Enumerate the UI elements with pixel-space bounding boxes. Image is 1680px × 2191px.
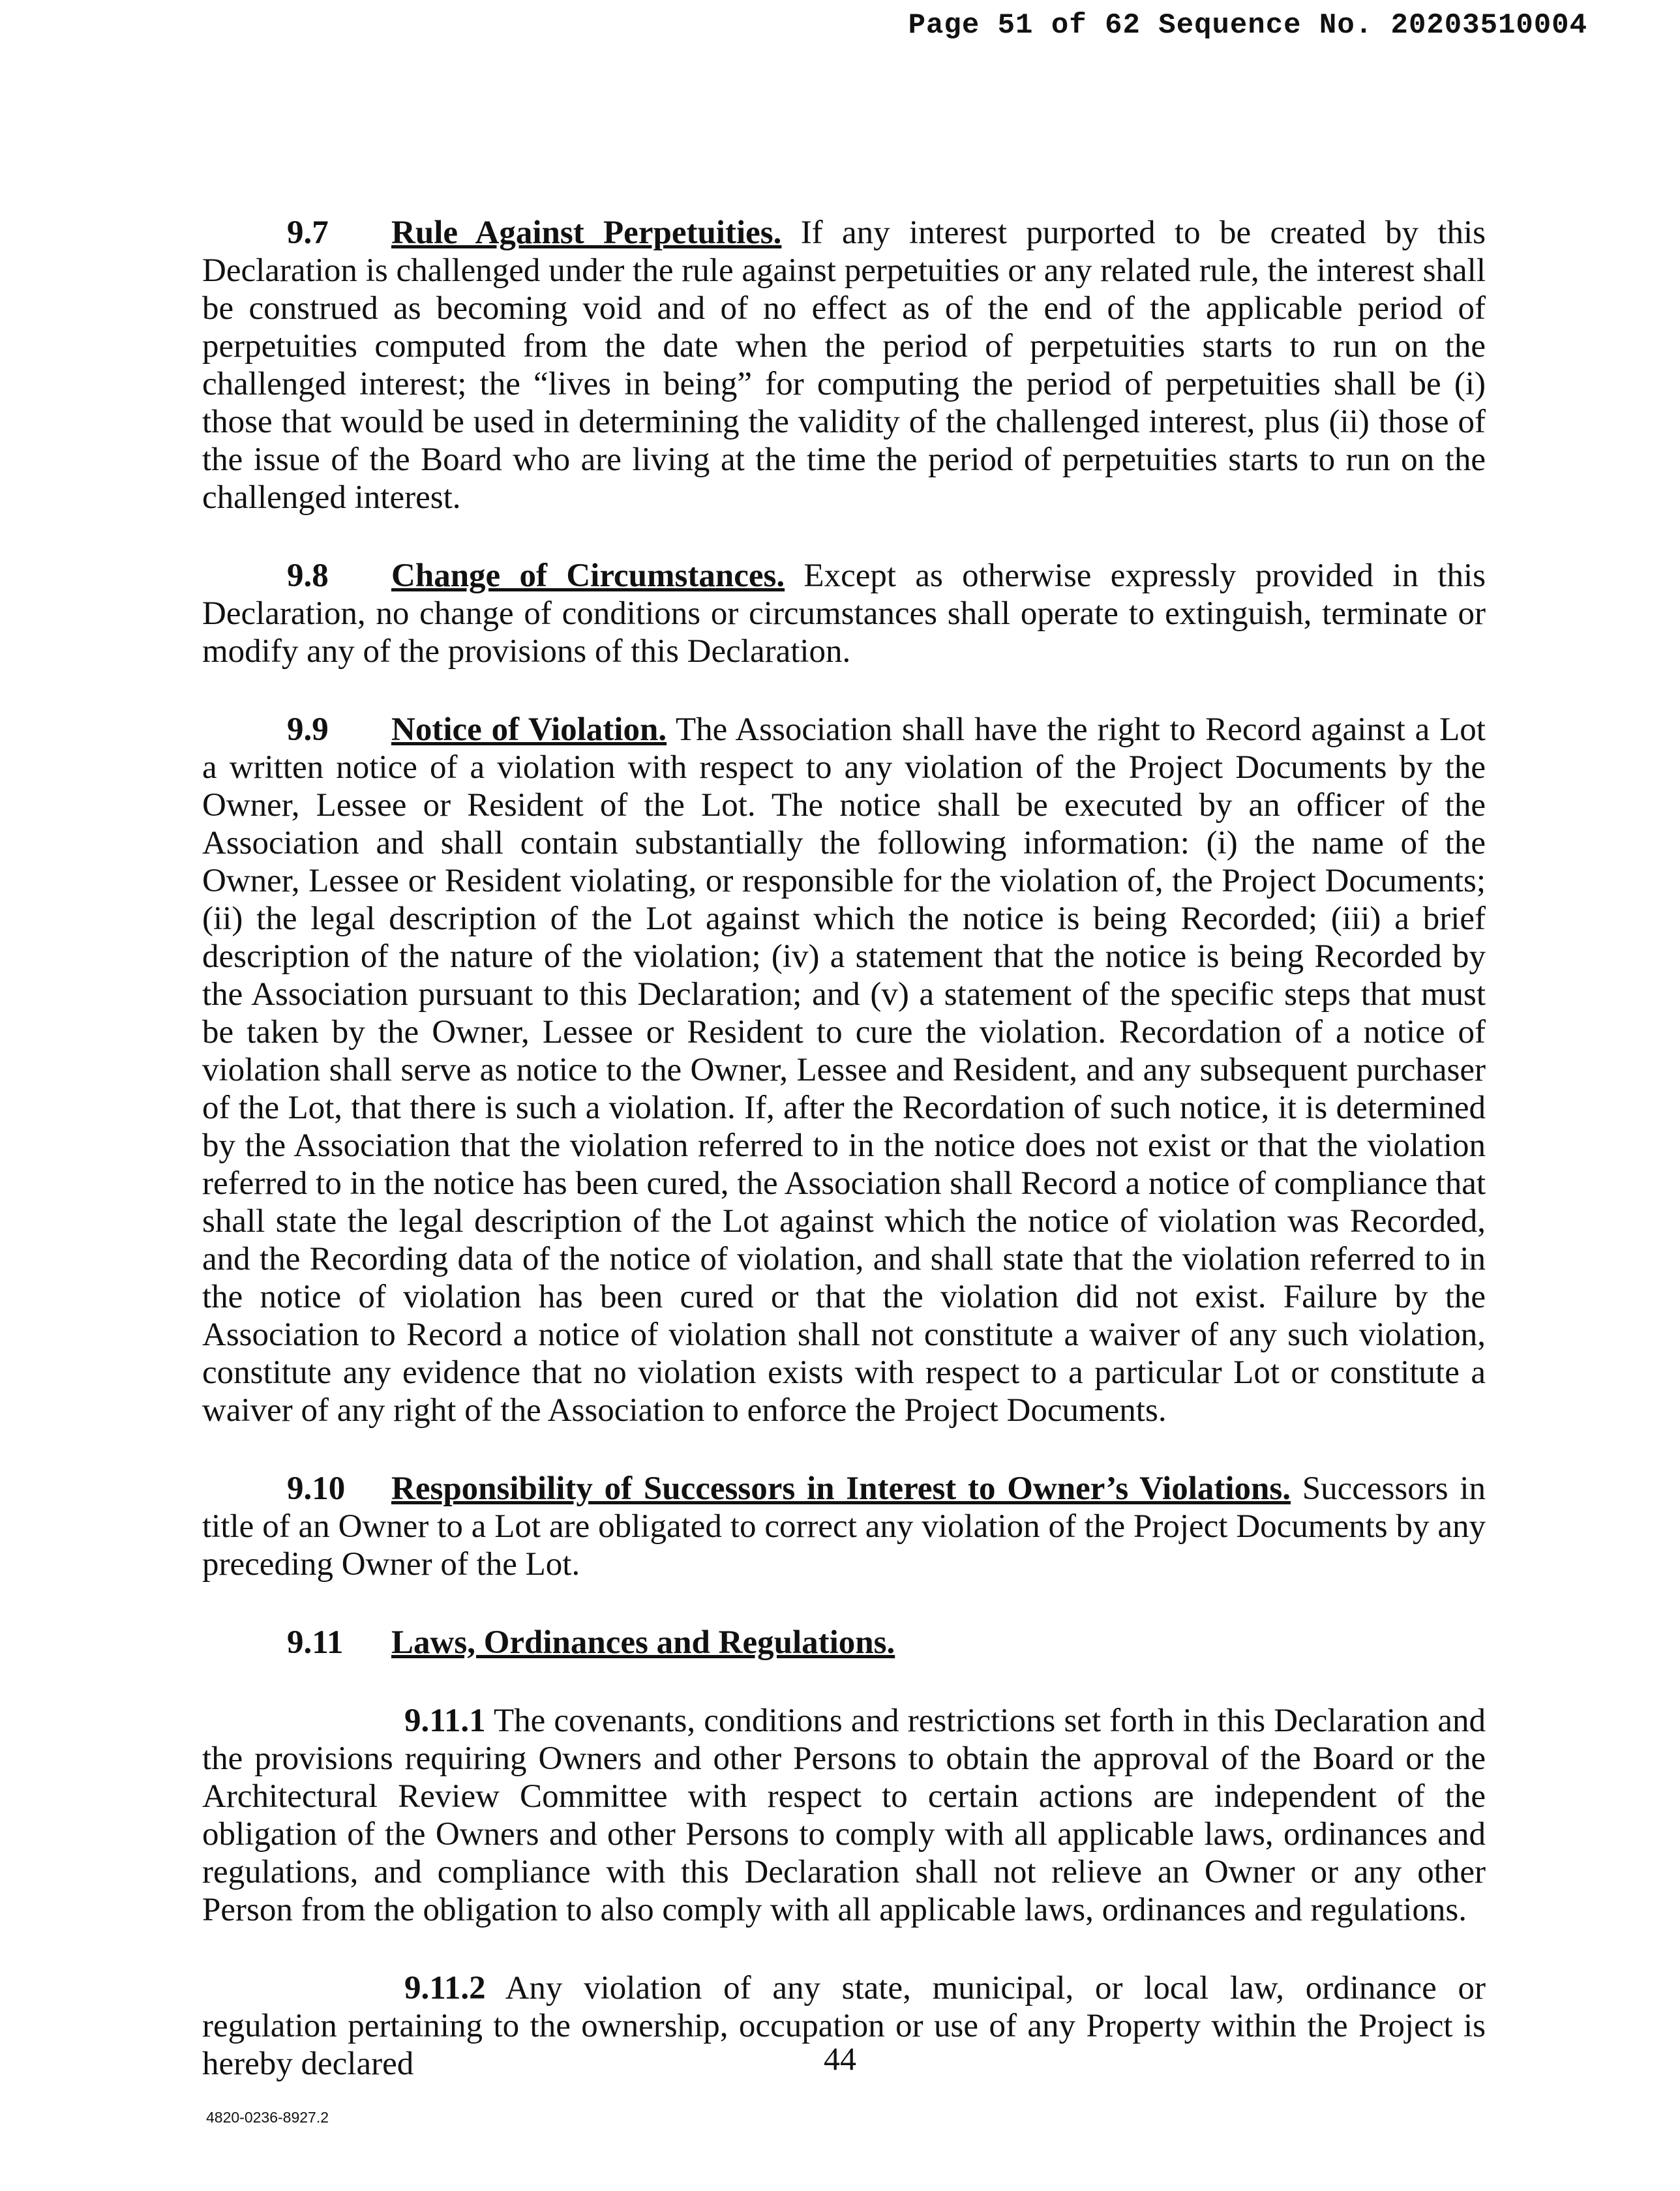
section-number: 9.11.2 bbox=[404, 1970, 486, 2006]
section-text: Any violation of any state, municipal, or local law, ordinance or regulation pertaining to the ownership, occupation or use of any Property within the Project is hereby declared bbox=[202, 1970, 1486, 2082]
document-body bbox=[202, 214, 1486, 2123]
section-heading: Rule Against Perpetuities. bbox=[391, 215, 782, 251]
section-9-11-1 bbox=[202, 1702, 1486, 1929]
section-text: Except as otherwise expressly provided in this Declaration, no change of conditions or circumstances shall operate to extinguish, terminate or modify any of the provisions of this Declaration. bbox=[202, 558, 1486, 670]
section-9-7 bbox=[202, 214, 1486, 516]
section-9-8 bbox=[202, 557, 1486, 670]
section-heading: Responsibility of Successors in Interest to Owner’s Violations. bbox=[391, 1470, 1291, 1507]
section-number: 9.8 bbox=[287, 558, 329, 594]
section-text: If any interest purported to be created by this Declaration is challenged under the rule against perpetuities or any related rule, the interest shall be construed as becoming void and of no effect as of the end of the applicable period of perpetuities computed from the date when the period of perpetuities starts to run on the challenged interest; the “lives in being” for computing the period of perpetuities shall be (i) those that would be used in determining the validity of the challenged interest, plus (ii) those of the issue of the Board who are living at the time the period of perpetuities starts to run on the challenged interest. bbox=[202, 215, 1486, 516]
section-number: 9.7 bbox=[287, 215, 329, 251]
section-number: 9.11.1 bbox=[404, 1703, 486, 1739]
section-heading: Notice of Violation. bbox=[391, 711, 667, 748]
section-9-11 bbox=[202, 1624, 1486, 1662]
section-9-9 bbox=[202, 711, 1486, 1429]
section-text: Successors in title of an Owner to a Lot are obligated to correct any violation of the Project Documents by any preceding Owner of the Lot. bbox=[202, 1470, 1486, 1583]
page-sequence-header: Page 51 of 62 Sequence No. 20203510004 bbox=[908, 9, 1587, 42]
section-number: 9.10 bbox=[287, 1470, 346, 1507]
section-heading: Laws, Ordinances and Regulations. bbox=[391, 1624, 895, 1661]
page-number: 44 bbox=[824, 2040, 856, 2077]
section-number: 9.9 bbox=[287, 711, 329, 748]
section-number: 9.11 bbox=[287, 1624, 344, 1661]
section-text: The Association shall have the right to Record against a Lot a written notice of a violation with respect to any violation of the Project Documents by the Owner, Lessee or Resident of the Lot. The notice shall be executed by an officer of the Association and shall contain substantially the following information: (i) the name of the Owner, Lessee or Resident violating, or responsible for the violation of, the Project Documents; (ii) the legal description of the Lot against which the notice is being Recorded; (iii) a brief description of the nature of the violation; (iv) a statement that the notice is being Recorded by the Association pursuant to this Declaration; and (v) a statement of the specific steps that must be taken by the Owner, Lessee or Resident to cure the violation. Recordation of a notice of violation shall serve as notice to the Owner, Lessee and Resident, and any subsequent purchaser of the Lot, that there is such a violation. If, after the Recordation of such notice, it is determined by the Association that the violation referred to in the notice does not exist or that the violation referred to in the notice has been cured, the Association shall Record a notice of compliance that shall state the legal description of the Lot against which the notice of violation was Recorded, and the Recording data of the notice of violation, and shall state that the violation referred to in the notice of violation has been cured or that the violation did not exist. Failure by the Association to Record a notice of violation shall not constitute a waiver of any such violation, constitute any evidence that no violation exists with respect to a particular Lot or constitute a waiver of any right of the Association to enforce the Project Documents. bbox=[202, 711, 1486, 1429]
document-id: 4820-0236-8927.2 bbox=[206, 2109, 329, 2126]
section-heading: Change of Circumstances. bbox=[391, 558, 785, 594]
section-9-10 bbox=[202, 1470, 1486, 1583]
section-text: The covenants, conditions and restrictions set forth in this Declaration and the provisions requiring Owners and other Persons to obtain the approval of the Board or the Architectural Review Committee with respect to certain actions are independent of the obligation of the Owners and other Persons to comply with all applicable laws, ordinances and regulations, and compliance with this Declaration shall not relieve an Owner or any other Person from the obligation to also comply with all applicable laws, ordinances and regulations. bbox=[202, 1703, 1486, 1928]
